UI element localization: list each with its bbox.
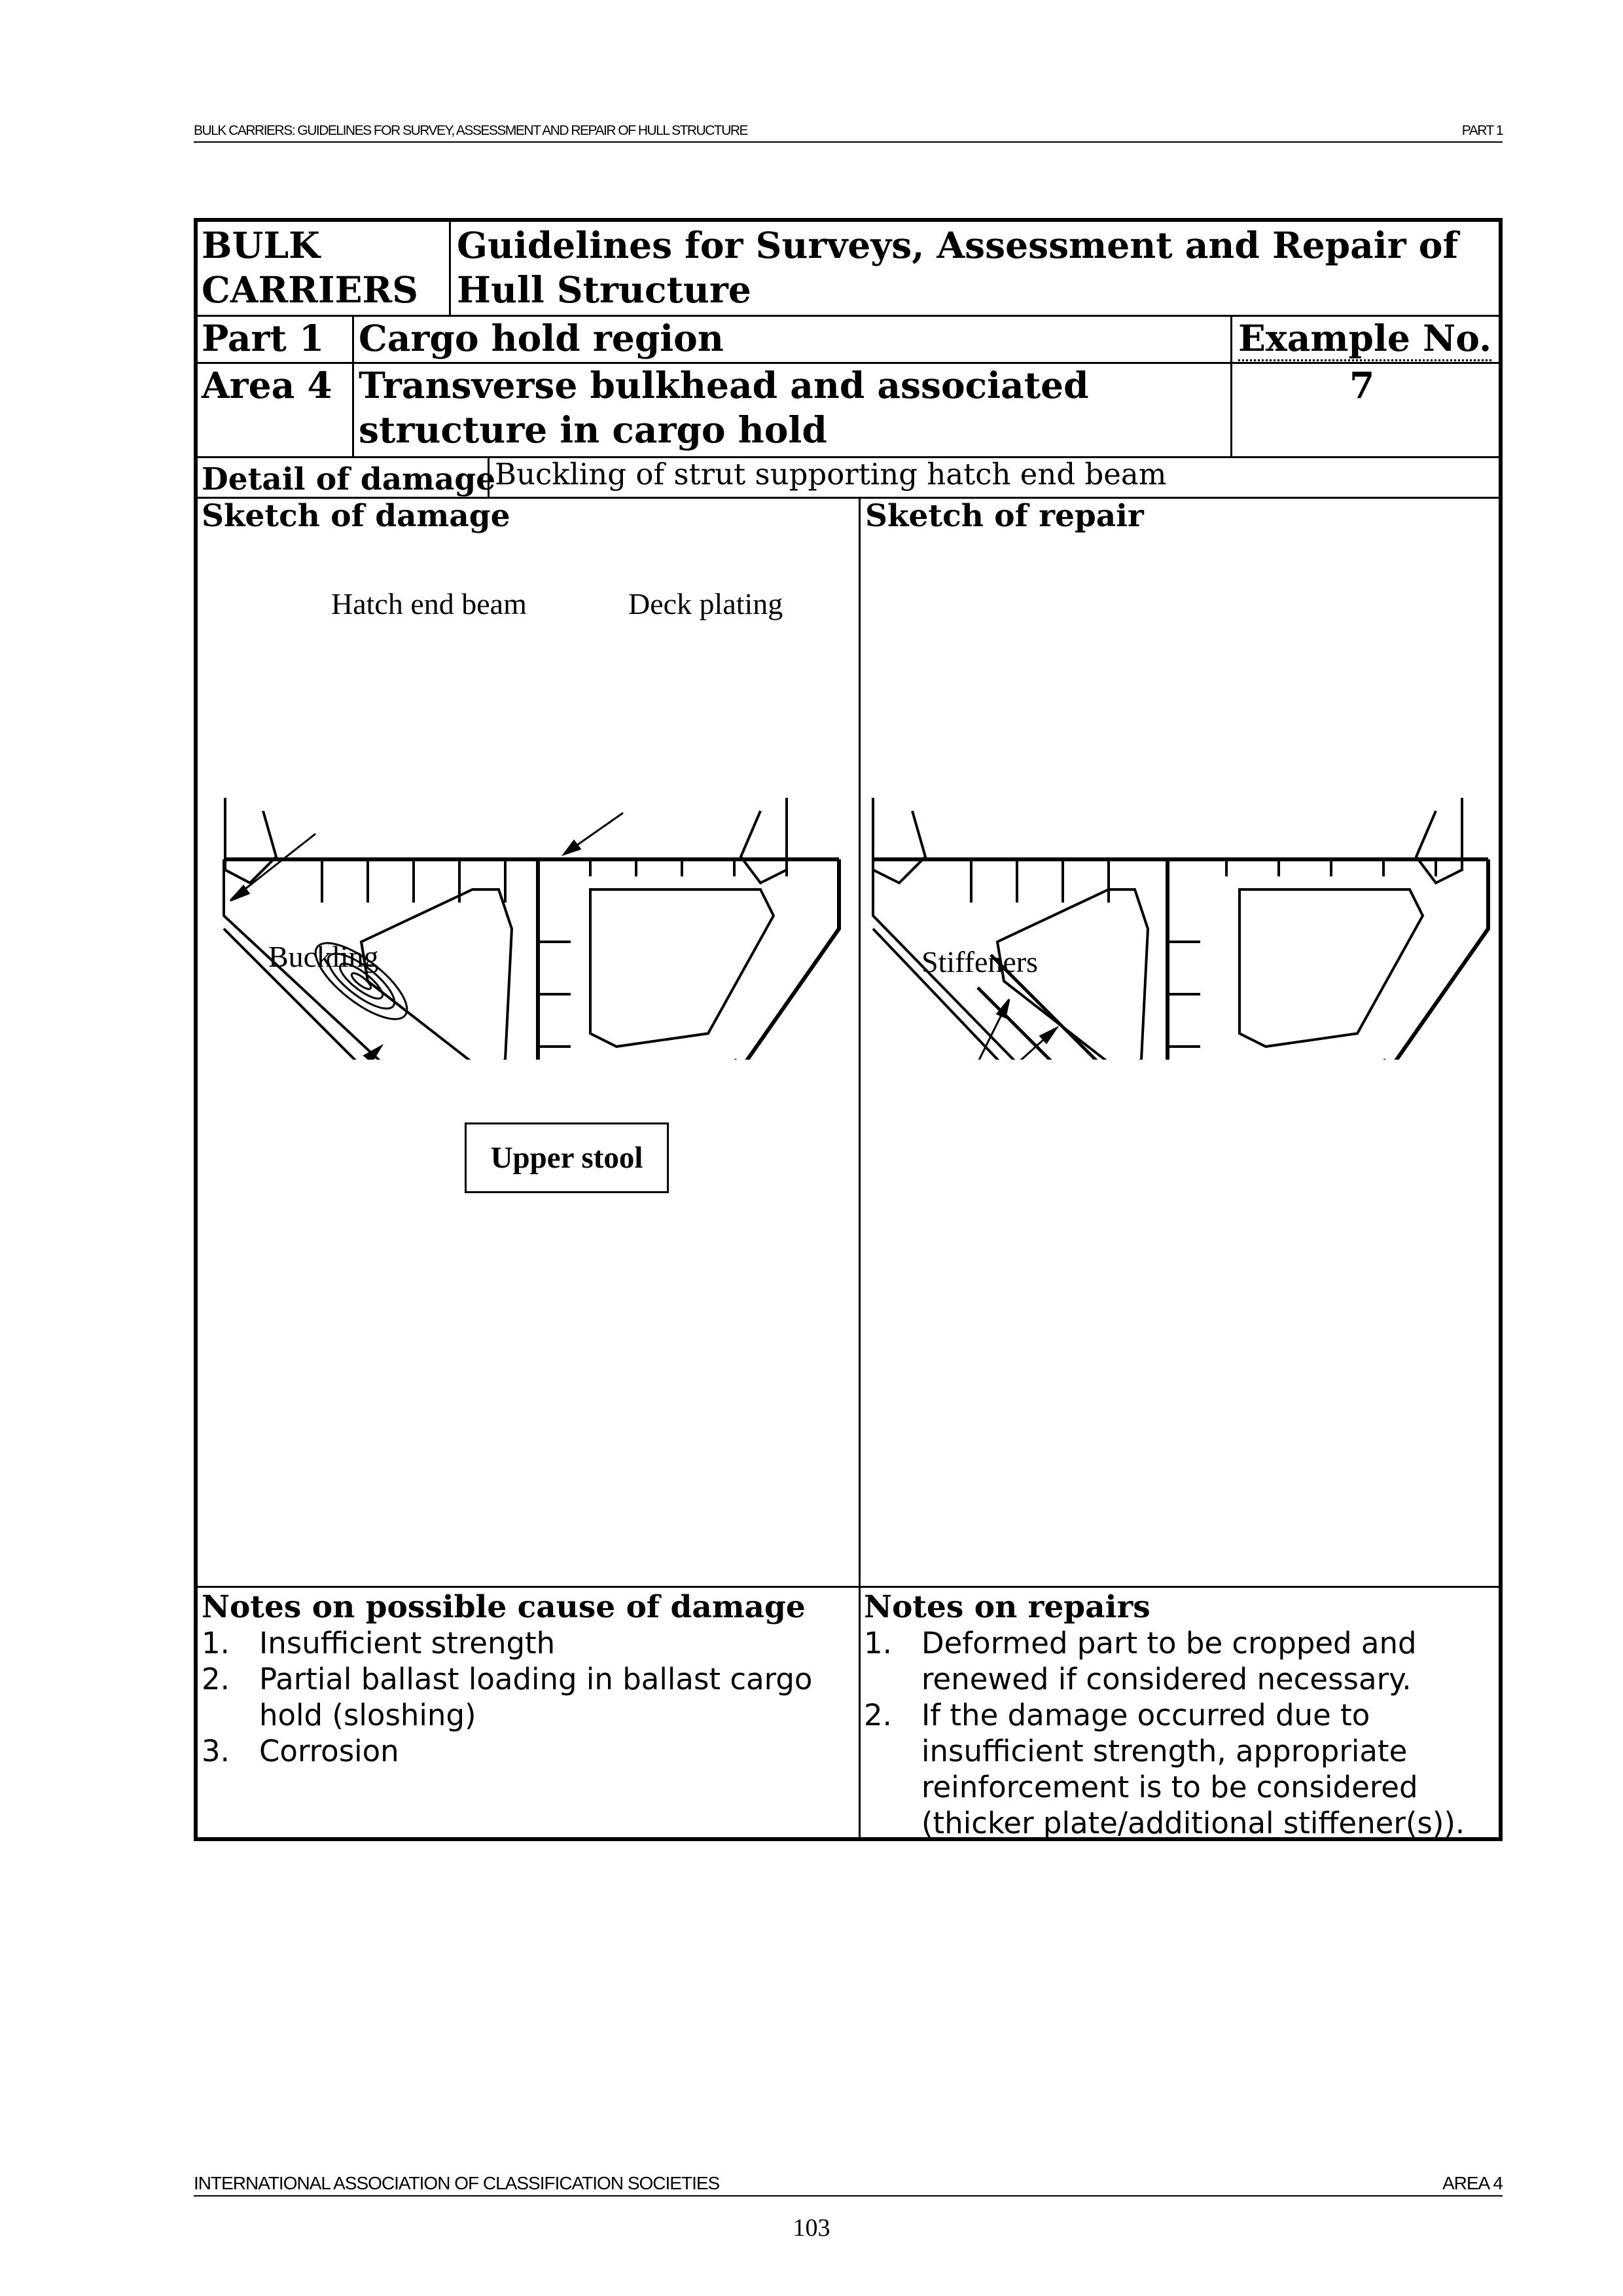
running-header-part: PART 1	[1461, 123, 1503, 138]
deck-stiffeners	[322, 859, 505, 903]
notes-cause-heading: Notes on possible cause of damage	[202, 1589, 806, 1625]
running-footer-area: AREA 4	[1442, 2173, 1503, 2193]
part-value: Cargo hold region	[359, 317, 724, 359]
detail-of-damage-label: Detail of damage	[202, 461, 496, 497]
example-label	[1238, 316, 1491, 361]
list-item: 3. Corrosion	[202, 1734, 399, 1768]
running-footer	[194, 2173, 1503, 2197]
stiffeners-leader-2	[945, 1028, 1056, 1060]
example-label-text: Example No.	[1238, 317, 1491, 361]
list-item: 1. Deformed part to be cropped and renewed if considered necessary.	[864, 1626, 1417, 1696]
hatch-end-beam-label: Hatch end beam	[331, 587, 527, 620]
guideline-title: Guidelines for Surveys, Assessment and Repair of Hull Structure	[457, 224, 1459, 311]
list-item: 1. Insufficient strength	[202, 1626, 556, 1660]
upper-stool-label: Upper stool	[465, 1122, 669, 1193]
coaming-bracket-right	[741, 798, 787, 883]
example-number: 7	[1349, 364, 1375, 406]
deck-plating-arrowhead	[564, 841, 580, 854]
deck-longitudinals	[590, 859, 787, 876]
lightening-hole-right	[590, 889, 774, 1047]
list-item: 2. If the damage occurred due to insufficient strength, appropriate reinforcement is to be considered (thicker plate/additional stiffener(s)).	[864, 1698, 1465, 1840]
added-stiffener-2	[978, 988, 1122, 1060]
hatch-end-beam-arrowhead	[230, 886, 249, 901]
notes-repairs-list	[860, 1625, 1499, 1841]
coaming-bracket-left	[873, 798, 925, 883]
damage-example-form	[194, 218, 1503, 1841]
lightening-hole-right	[1240, 889, 1423, 1047]
divider	[1230, 315, 1232, 456]
part-label: Part 1	[202, 317, 325, 359]
divider	[352, 315, 354, 456]
divider	[449, 222, 451, 315]
sketch-of-damage-heading: Sketch of damage	[202, 498, 510, 534]
coaming-bracket-right	[1416, 798, 1462, 883]
lightening-hole-left	[361, 889, 512, 1060]
publication-name: BULK CARRIERS	[202, 224, 418, 311]
deck-stiffeners	[971, 859, 1109, 903]
stiffeners-label: Stiffeners	[921, 945, 1039, 978]
stool-brackets	[1168, 942, 1226, 1060]
buckling-label: Buckling	[268, 940, 379, 973]
running-footer-organization: INTERNATIONAL ASSOCIATION OF CLASSIFICATION SOCIETIES	[194, 2173, 720, 2193]
area-value: Transverse bulkhead and associated structure in cargo hold	[359, 364, 1089, 451]
area-label: Area 4	[202, 364, 332, 406]
running-header	[194, 120, 1503, 143]
notes-cause-list	[198, 1625, 852, 1769]
running-header-title: BULK CARRIERS: GUIDELINES FOR SURVEY, ASSESSMENT AND REPAIR OF HULL STRUCTURE	[194, 123, 748, 138]
stool-brackets	[538, 942, 590, 1060]
notes-repairs-heading: Notes on repairs	[864, 1589, 1150, 1625]
list-item: 2. Partial ballast loading in ballast cargo hold (sloshing)	[202, 1662, 813, 1732]
repair-sketch	[860, 536, 1499, 1060]
deck-plating-label: Deck plating	[628, 587, 783, 620]
page-number: 103	[793, 2214, 830, 2242]
sketch-of-repair-heading: Sketch of repair	[865, 498, 1144, 534]
deck-longitudinals	[1226, 859, 1436, 876]
detail-of-damage-value: Buckling of strut supporting hatch end beam	[495, 457, 1167, 492]
